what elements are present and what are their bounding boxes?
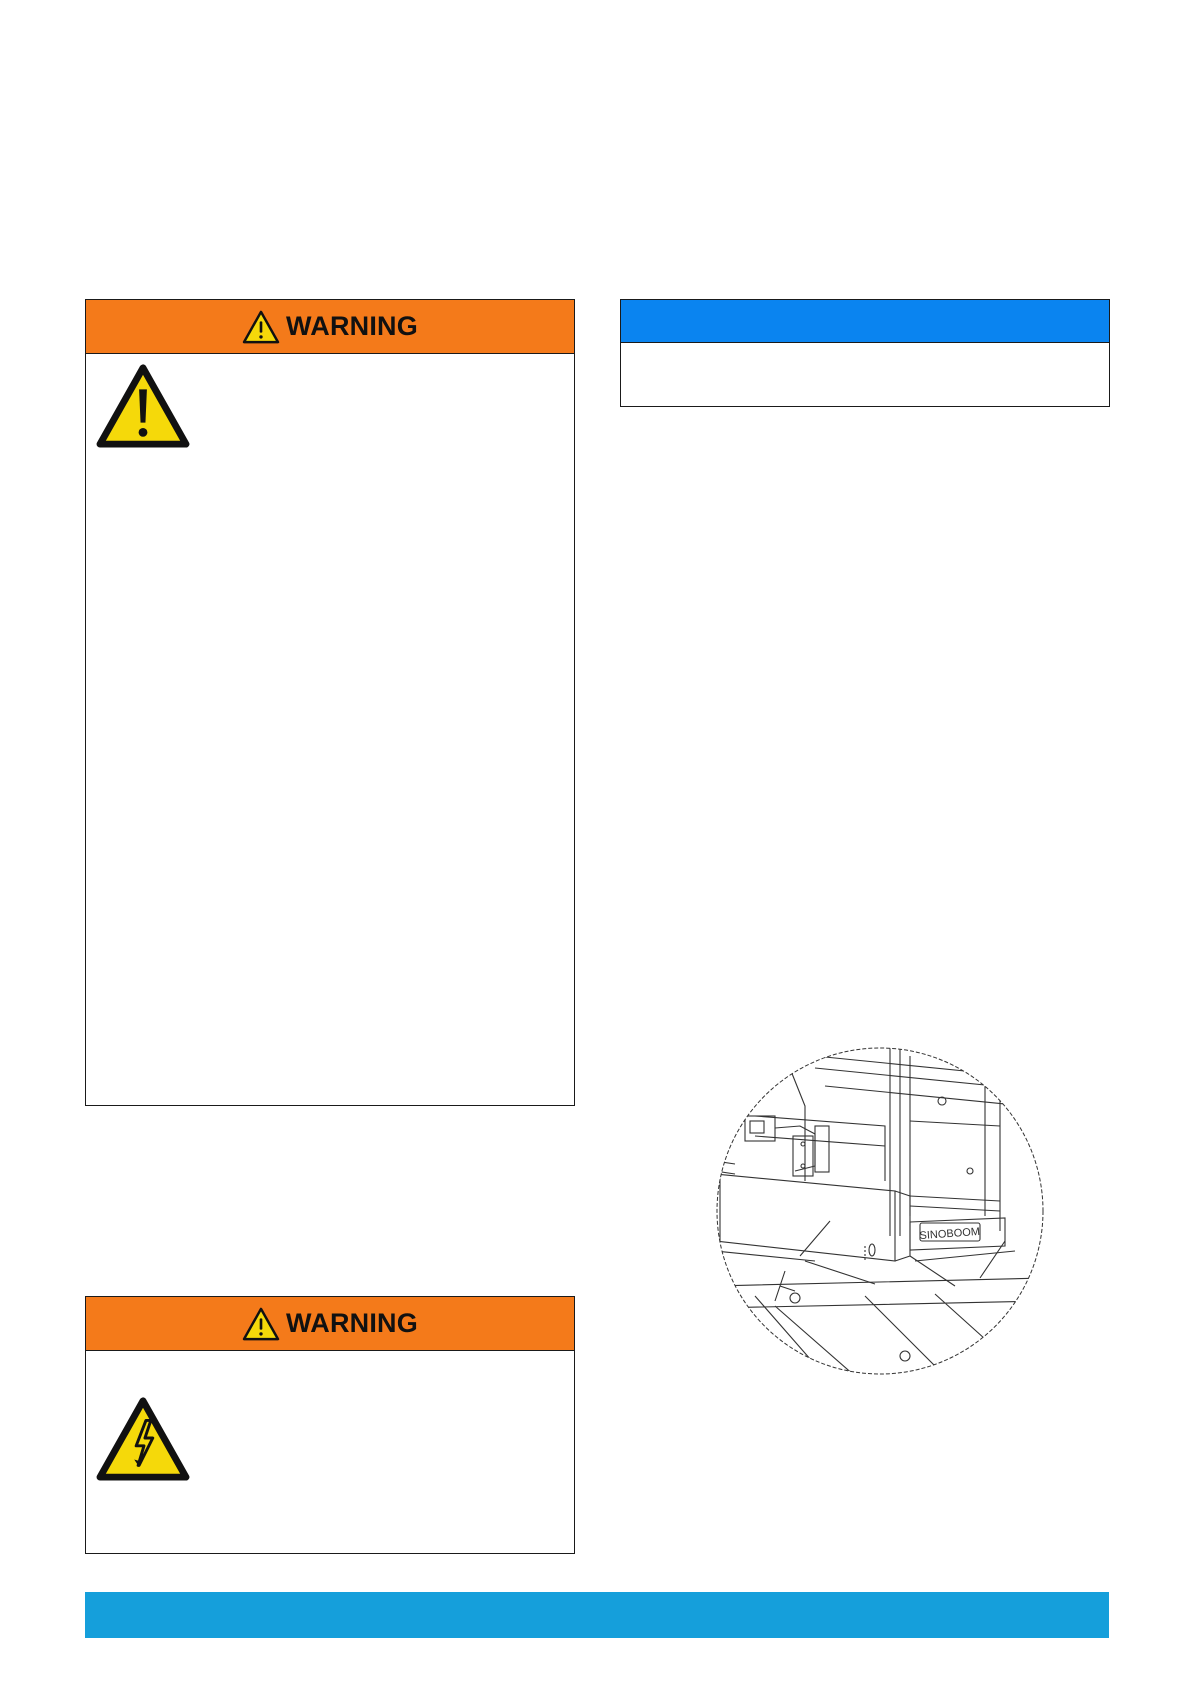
warning-exclamation-icon — [94, 362, 192, 450]
warning-title-2: WARNING — [286, 1308, 418, 1338]
warning-header-2 — [86, 1297, 574, 1351]
notice-header — [621, 300, 1109, 343]
warning-triangle-icon — [242, 310, 280, 344]
warning-title-1: WARNING — [286, 311, 418, 341]
notice-box — [620, 299, 1110, 407]
warning-box-1 — [85, 299, 575, 1106]
warning-box-2 — [85, 1296, 575, 1554]
warning-triangle-icon — [242, 1307, 280, 1341]
figure-logo-text: SINOBOOM — [919, 1225, 981, 1243]
electrical-hazard-icon — [94, 1395, 192, 1483]
warning-header-1 — [86, 300, 574, 354]
footer-band — [85, 1592, 1109, 1638]
platform-detail-figure — [715, 1046, 1045, 1376]
